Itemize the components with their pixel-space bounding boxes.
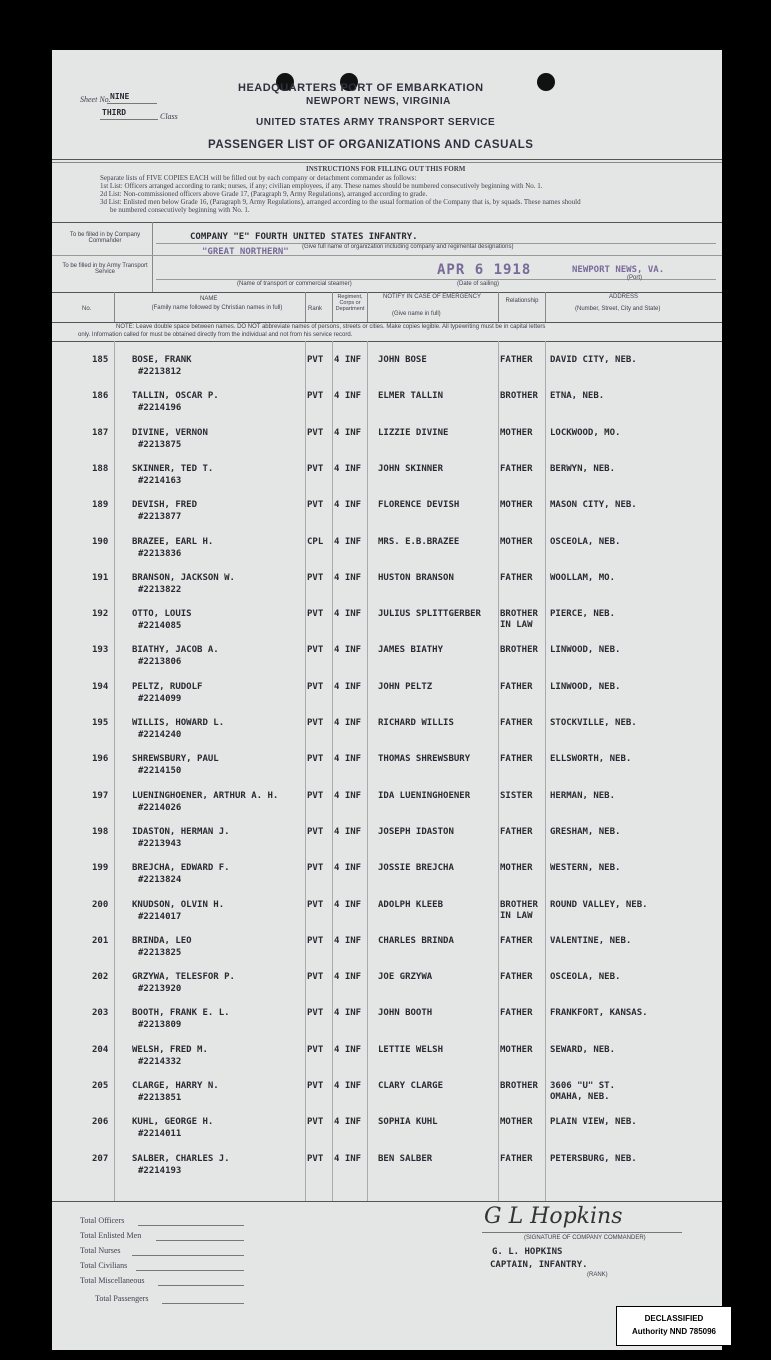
regiment-value: 4 INF: [334, 790, 362, 801]
address-value: DAVID CITY, NEB.: [550, 355, 637, 365]
regiment-value: 4 INF: [334, 899, 362, 910]
regiment-value: 4 INF: [334, 645, 362, 656]
table-row: [52, 1008, 722, 1044]
relationship-continued: IN LAW: [500, 620, 533, 631]
rank-caption: (RANK): [587, 1272, 608, 1278]
regiment-value: 4 INF: [334, 609, 362, 620]
regiment-value: 4 INF: [334, 1117, 362, 1128]
regiment-value: 4 INF: [334, 536, 362, 547]
instructions-heading: INSTRUCTIONS FOR FILLING OUT THIS FORM: [306, 165, 466, 173]
row-number: 192: [92, 609, 109, 620]
col-no: No.: [82, 306, 92, 312]
rank-value: PVT: [307, 645, 324, 656]
table-row: [52, 428, 722, 464]
instruction-line: 3d List: Enlisted men below Grade 16, (Paragraph 9, Army Regulations), arranged according to the usual formation of the Company that is, by squads. These names should: [100, 198, 581, 206]
emergency-contact: JAMES BIATHY: [378, 645, 444, 656]
service-number: #2213920: [138, 984, 182, 995]
emergency-contact: JOHN BOOTH: [378, 1008, 433, 1019]
emergency-contact: JOSEPH IDASTON: [378, 826, 454, 837]
rank-value: CPL: [307, 536, 324, 547]
table-row: [52, 936, 722, 972]
address-value: BERWYN, NEB.: [550, 463, 616, 474]
transport-service-label: To be filled in by Army Transport Service: [62, 263, 148, 275]
table-row: [52, 609, 722, 645]
instruction-line: Separate lists of FIVE COPIES EACH will be filled out by each company or detachment commander as follows:: [100, 174, 417, 182]
regiment-value: 4 INF: [334, 391, 362, 402]
table-row: [52, 645, 722, 681]
regiment-value: 4 INF: [334, 1044, 362, 1055]
title-transport-service: UNITED STATES ARMY TRANSPORT SERVICE: [256, 117, 496, 128]
service-number: #2213812: [138, 367, 182, 377]
col-regiment: Regiment, Corps or Department: [335, 294, 365, 312]
address-value: OSCEOLA, NEB.: [550, 972, 621, 983]
relationship-value: MOTHER: [500, 1044, 533, 1055]
address-value: GRESHAM, NEB.: [550, 826, 621, 837]
row-number: 187: [92, 427, 109, 438]
relationship-value: MOTHER: [500, 1117, 533, 1128]
service-number: #2213836: [138, 548, 182, 559]
transport-value: "GREAT NORTHERN": [202, 247, 289, 257]
emergency-contact: FLORENCE DEVISH: [378, 500, 460, 511]
relationship-value: FATHER: [500, 463, 533, 474]
service-number: #2214017: [138, 911, 182, 922]
company-commander-label: To be filled in by Company Commander: [69, 232, 141, 244]
emergency-contact: LIZZIE DIVINE: [378, 427, 449, 438]
note-line: NOTE: Leave double space between names. DO NOT abbreviate names of persons, streets or cities. Make copies legible. All typewriting must be in capital letters: [116, 324, 546, 330]
emergency-contact: JOSSIE BREJCHA: [378, 863, 454, 874]
table-row: [52, 537, 722, 573]
address-value: STOCKVILLE, NEB.: [550, 718, 637, 728]
rank-value: PVT: [307, 391, 324, 402]
table-row: [52, 972, 722, 1008]
row-number: 206: [92, 1117, 109, 1128]
service-number: #2214193: [138, 1165, 182, 1176]
emergency-contact: JOHN PELTZ: [378, 681, 433, 692]
table-row: [52, 464, 722, 500]
emergency-contact: SOPHIA KUHL: [378, 1117, 438, 1128]
table-row: [52, 791, 722, 827]
relationship-value: FATHER: [500, 718, 533, 728]
row-number: 197: [92, 790, 109, 801]
address-value: 3606 "U" ST.: [550, 1081, 616, 1091]
emergency-contact: JULIUS SPLITTGERBER: [378, 609, 481, 620]
stamp-line-1: DECLASSIFIED: [644, 1314, 704, 1323]
passenger-name: KNUDSON, OLVIN H.: [132, 899, 225, 910]
table-row: [52, 827, 722, 863]
rank-value: PVT: [307, 1153, 324, 1164]
emergency-contact: BEN SALBER: [378, 1153, 433, 1164]
table-row: [52, 863, 722, 899]
rank-value: PVT: [307, 681, 324, 692]
relationship-value: FATHER: [500, 826, 533, 837]
passenger-name: OTTO, LOUIS: [132, 609, 192, 620]
emergency-contact: ELMER TALLIN: [378, 391, 444, 402]
sailing-date: APR 6 1918: [437, 262, 532, 278]
passenger-name: BRAZEE, EARL H.: [132, 536, 214, 547]
table-row: [52, 1081, 722, 1117]
relationship-value: BROTHER: [500, 645, 538, 656]
service-number: #2214196: [138, 403, 182, 414]
passenger-name: KUHL, GEORGE H.: [132, 1117, 214, 1128]
relationship-value: FATHER: [500, 355, 533, 365]
address-value: HERMAN, NEB.: [550, 790, 616, 801]
emergency-contact: IDA LUENINGHOENER: [378, 790, 471, 801]
service-number: #2214240: [138, 730, 182, 740]
emergency-contact: JOHN SKINNER: [378, 463, 444, 474]
col-relationship: Relationship: [505, 298, 539, 304]
declassified-stamp: [616, 1306, 732, 1346]
address-value: WESTERN, NEB.: [550, 863, 621, 874]
commander-title: CAPTAIN, INFANTRY.: [490, 1260, 588, 1270]
address-continued: OMAHA, NEB.: [550, 1092, 610, 1102]
address-value: PIERCE, NEB.: [550, 609, 616, 620]
passenger-name: BRINDA, LEO: [132, 935, 192, 946]
relationship-value: FATHER: [500, 1153, 533, 1164]
service-number: #2213809: [138, 1020, 182, 1031]
relationship-value: BROTHER: [500, 1081, 538, 1091]
row-number: 189: [92, 500, 109, 511]
class-label: Class: [160, 112, 178, 121]
passenger-name: WILLIS, HOWARD L.: [132, 718, 225, 728]
rank-value: PVT: [307, 609, 324, 620]
col-rank: Rank: [308, 306, 323, 312]
table-row: [52, 391, 722, 427]
rank-value: PVT: [307, 718, 324, 728]
rank-value: PVT: [307, 427, 324, 438]
row-number: 205: [92, 1081, 109, 1091]
relationship-value: MOTHER: [500, 536, 533, 547]
regiment-value: 4 INF: [334, 1153, 362, 1164]
title-headquarters: HEADQUARTERS PORT OF EMBARKATION: [238, 82, 484, 94]
instruction-line: 1st List: Officers arranged according to rank; nurses, if any; civilian employees, if any. These names should be numbered consecutively beginning with No. 1.: [100, 182, 543, 190]
row-number: 190: [92, 536, 109, 547]
rank-value: PVT: [307, 1117, 324, 1128]
service-number: #2214163: [138, 475, 182, 486]
port-caption: (Port): [627, 275, 642, 281]
transport-caption: (Name of transport or commercial steamer): [237, 281, 352, 287]
relationship-value: FATHER: [500, 1008, 533, 1019]
service-number: #2213943: [138, 838, 182, 849]
row-number: 203: [92, 1008, 109, 1019]
passenger-name: BIATHY, JACOB A.: [132, 645, 219, 656]
service-number: #2214026: [138, 802, 182, 813]
date-caption: (Date of sailing): [457, 281, 500, 287]
emergency-contact: HUSTON BRANSON: [378, 572, 454, 583]
row-number: 198: [92, 826, 109, 837]
total-passengers: Total Passengers: [95, 1294, 149, 1303]
passenger-name: BRANSON, JACKSON W.: [132, 572, 235, 583]
regiment-value: 4 INF: [334, 1081, 362, 1091]
row-number: 200: [92, 899, 109, 910]
regiment-value: 4 INF: [334, 718, 362, 728]
relationship-value: FATHER: [500, 972, 533, 983]
row-number: 201: [92, 935, 109, 946]
table-row: [52, 500, 722, 536]
service-number: #2214150: [138, 766, 182, 777]
address-value: PETERSBURG, NEB.: [550, 1153, 637, 1164]
emergency-contact: MRS. E.B.BRAZEE: [378, 536, 460, 547]
table-row: [52, 754, 722, 790]
relationship-value: BROTHER: [500, 899, 538, 910]
row-number: 195: [92, 718, 109, 728]
relationship-value: FATHER: [500, 572, 533, 583]
rank-value: PVT: [307, 355, 324, 365]
address-value: SEWARD, NEB.: [550, 1044, 616, 1055]
service-number: #2213824: [138, 875, 182, 886]
relationship-value: MOTHER: [500, 863, 533, 874]
address-value: LOCKWOOD, MO.: [550, 427, 621, 438]
total-nurses: Total Nurses: [80, 1246, 121, 1255]
port-value: NEWPORT NEWS, VA.: [572, 265, 665, 275]
rank-value: PVT: [307, 754, 324, 765]
signature-caption: (SIGNATURE OF COMPANY COMMANDER): [524, 1235, 646, 1241]
rank-value: PVT: [307, 1008, 324, 1019]
commander-name: G. L. HOPKINS: [492, 1247, 563, 1257]
total-officers: Total Officers: [80, 1216, 125, 1225]
service-number: #2214099: [138, 693, 182, 704]
emergency-contact: CLARY CLARGE: [378, 1081, 444, 1091]
regiment-value: 4 INF: [334, 826, 362, 837]
passenger-name: WELSH, FRED M.: [132, 1044, 208, 1055]
row-number: 202: [92, 972, 109, 983]
rank-value: PVT: [307, 790, 324, 801]
emergency-contact: ADOLPH KLEEB: [378, 899, 444, 910]
rank-value: PVT: [307, 863, 324, 874]
relationship-value: FATHER: [500, 681, 533, 692]
rank-value: PVT: [307, 1044, 324, 1055]
row-number: 207: [92, 1153, 109, 1164]
address-value: WOOLLAM, MO.: [550, 572, 616, 583]
regiment-value: 4 INF: [334, 935, 362, 946]
address-value: MASON CITY, NEB.: [550, 500, 637, 511]
passenger-name: BOOTH, FRANK E. L.: [132, 1008, 230, 1019]
passenger-name: SALBER, CHARLES J.: [132, 1153, 230, 1164]
emergency-contact: LETTIE WELSH: [378, 1044, 444, 1055]
passenger-name: BOSE, FRANK: [132, 355, 192, 365]
address-value: ELLSWORTH, NEB.: [550, 754, 632, 765]
sheet-number: NINE: [110, 92, 130, 101]
regiment-value: 4 INF: [334, 863, 362, 874]
address-value: ROUND VALLEY, NEB.: [550, 899, 648, 910]
service-number: #2214011: [138, 1129, 182, 1140]
rank-value: PVT: [307, 935, 324, 946]
address-value: PLAIN VIEW, NEB.: [550, 1117, 637, 1128]
col-name-sub: (Family name followed by Christian names in full): [151, 305, 283, 311]
regiment-value: 4 INF: [334, 1008, 362, 1019]
regiment-value: 4 INF: [334, 572, 362, 583]
table-row: [52, 1117, 722, 1153]
punch-hole-right: [537, 73, 555, 91]
row-number: 188: [92, 463, 109, 474]
regiment-value: 4 INF: [334, 427, 362, 438]
rank-value: PVT: [307, 463, 324, 474]
service-number: #2213822: [138, 584, 182, 595]
rank-value: PVT: [307, 1081, 324, 1091]
passenger-list-page: [52, 50, 722, 1350]
col-address: ADDRESS: [609, 294, 639, 300]
rank-value: PVT: [307, 899, 324, 910]
table-row: [52, 1045, 722, 1081]
row-number: 204: [92, 1044, 109, 1055]
note-line: only. Information called for must be obtained directly from the individual and not from his service record.: [78, 332, 353, 338]
table-row: [52, 573, 722, 609]
address-value: ETNA, NEB.: [550, 391, 605, 402]
passenger-name: SHREWSBURY, PAUL: [132, 754, 219, 765]
row-number: 185: [92, 355, 109, 365]
table-row: [52, 900, 722, 936]
relationship-value: BROTHER: [500, 391, 538, 402]
stamp-line-2: Authority NND 785096: [631, 1327, 717, 1336]
address-value: LINWOOD, NEB.: [550, 681, 621, 692]
title-newport: NEWPORT NEWS, VIRGINIA: [306, 96, 451, 107]
relationship-value: SISTER: [500, 790, 533, 801]
emergency-contact: THOMAS SHREWSBURY: [378, 754, 471, 765]
relationship-value: BROTHER: [500, 609, 538, 620]
row-number: 191: [92, 572, 109, 583]
relationship-value: FATHER: [500, 935, 533, 946]
col-address-sub: (Number, Street, City and State): [575, 306, 661, 312]
instruction-line: 2d List: Non-commissioned officers above Grade 17, (Paragraph 9, Army Regulations), arranged according to grade.: [100, 190, 428, 198]
passenger-name: DIVINE, VERNON: [132, 427, 208, 438]
rank-value: PVT: [307, 972, 324, 983]
regiment-value: 4 INF: [334, 355, 362, 365]
company-caption: (Give full name of organization including company and regimental designations): [302, 244, 514, 250]
passenger-name: TALLIN, OSCAR P.: [132, 391, 219, 402]
row-number: 186: [92, 391, 109, 402]
service-number: #2214085: [138, 621, 182, 632]
rank-value: PVT: [307, 500, 324, 511]
sheet-label: Sheet No.: [80, 95, 111, 104]
instruction-line: be numbered consecutively beginning with No. 1.: [110, 206, 250, 214]
col-name: NAME: [200, 296, 218, 302]
class-value: THIRD: [102, 108, 127, 117]
total-civilians: Total Civilians: [80, 1261, 128, 1270]
regiment-value: 4 INF: [334, 681, 362, 692]
passenger-name: LUENINGHOENER, ARTHUR A. H.: [132, 790, 279, 801]
regiment-value: 4 INF: [334, 500, 362, 511]
address-value: FRANKFORT, KANSAS.: [550, 1008, 648, 1019]
row-number: 194: [92, 681, 109, 692]
col-notify-sub: (Give name in full): [392, 311, 441, 317]
rank-value: PVT: [307, 826, 324, 837]
commander-signature: G L Hopkins: [484, 1204, 623, 1229]
page-title: PASSENGER LIST OF ORGANIZATIONS AND CASUALS: [208, 139, 534, 151]
emergency-contact: CHARLES BRINDA: [378, 935, 454, 946]
col-notify: NOTIFY IN CASE OF EMERGENCY: [383, 294, 481, 300]
service-number: #2213825: [138, 947, 182, 958]
passenger-name: CLARGE, HARRY N.: [132, 1081, 219, 1091]
regiment-value: 4 INF: [334, 972, 362, 983]
passenger-name: IDASTON, HERMAN J.: [132, 826, 230, 837]
row-number: 199: [92, 863, 109, 874]
table-row: [52, 682, 722, 718]
relationship-value: MOTHER: [500, 427, 533, 438]
relationship-value: MOTHER: [500, 500, 533, 511]
passenger-name: SKINNER, TED T.: [132, 463, 214, 474]
emergency-contact: RICHARD WILLIS: [378, 718, 454, 728]
address-value: VALENTINE, NEB.: [550, 935, 632, 946]
emergency-contact: JOE GRZYWA: [378, 972, 433, 983]
passenger-name: DEVISH, FRED: [132, 500, 198, 511]
company-value: COMPANY "E" FOURTH UNITED STATES INFANTRY.: [190, 232, 418, 242]
passenger-name: GRZYWA, TELESFOR P.: [132, 972, 235, 983]
table-row: [52, 718, 722, 754]
emergency-contact: JOHN BOSE: [378, 355, 427, 365]
total-enlisted: Total Enlisted Men: [80, 1231, 142, 1240]
passenger-name: BREJCHA, EDWARD F.: [132, 863, 230, 874]
address-value: LINWOOD, NEB.: [550, 645, 621, 656]
service-number: #2214332: [138, 1056, 182, 1067]
relationship-value: FATHER: [500, 754, 533, 765]
passenger-name: PELTZ, RUDOLF: [132, 681, 203, 692]
row-number: 193: [92, 645, 109, 656]
row-number: 196: [92, 754, 109, 765]
total-miscellaneous: Total Miscellaneous: [80, 1276, 145, 1285]
table-row: [52, 1154, 722, 1190]
service-number: #2213806: [138, 657, 182, 668]
address-value: OSCEOLA, NEB.: [550, 536, 621, 547]
service-number: #2213851: [138, 1093, 182, 1103]
regiment-value: 4 INF: [334, 463, 362, 474]
regiment-value: 4 INF: [334, 754, 362, 765]
service-number: #2213877: [138, 512, 182, 523]
rank-value: PVT: [307, 572, 324, 583]
service-number: #2213875: [138, 439, 182, 450]
table-row: [52, 355, 722, 391]
relationship-continued: IN LAW: [500, 910, 533, 921]
